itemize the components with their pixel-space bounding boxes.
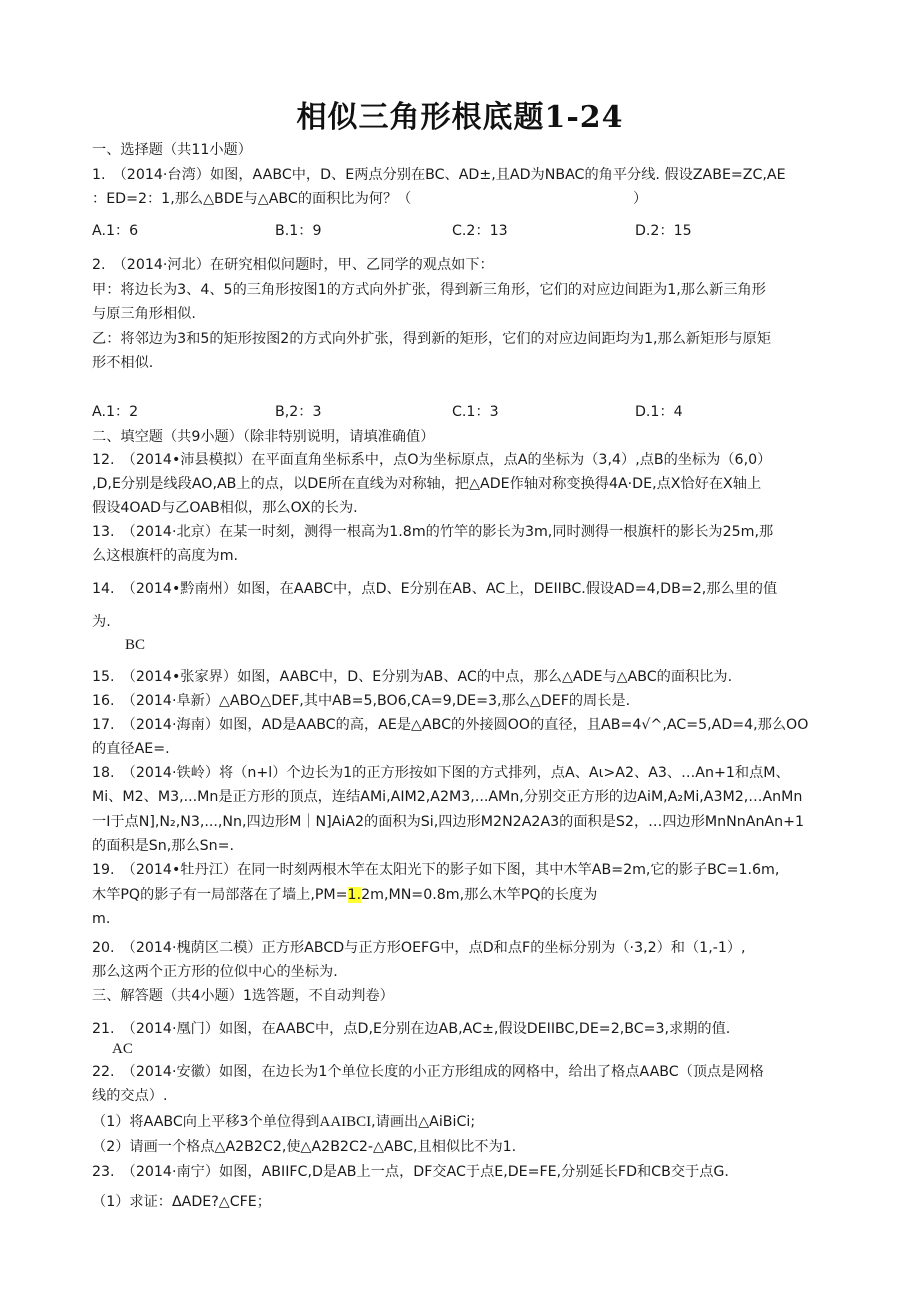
question-22-line-3: [92, 1113, 475, 1131]
question-21-fraction-denominator: AC: [112, 1041, 133, 1057]
question-18-line-2: Mi、M2、M3,...Mn是正方形的顶点，连结AMi,AIM2,A2M3,...AMn,分别交正方形的边AiM,A₂Mi,A3M2,…AnMn: [92, 789, 803, 805]
question-1-line-2: ：ED=2：1,那么△BDE与△ABC的面积比为何？（: [92, 191, 412, 207]
question-1-option-a: A.1：6: [92, 223, 139, 239]
question-22-line-1: 22. （2014·安徽）如图，在边长为1个单位长度的小正方形组成的网格中，给出了格点AABC（顶点是网格: [92, 1064, 764, 1080]
question-19-highlight: 1.: [347, 887, 362, 903]
question-14-line-2: 为.: [92, 614, 111, 630]
question-16: 16. （2014·阜新）△ABO△DEF,其中AB=5,BO6,CA=9,DE=3,那么△DEF的周长是.: [92, 693, 631, 709]
question-2-line-2: 甲：将边长为3、4、5的三角形按图1的方式向外扩张，得到新三角形，它们的对应边间距为1,那么新三角形: [92, 282, 766, 298]
question-22-line-2: 线的交点）.: [92, 1088, 168, 1104]
question-19-line-1: 19. （2014•牡丹江）在同一时刻两根木竿在太阳光下的影子如下图，其中木竿AB=2m,它的影子BC=1.6m,: [92, 862, 780, 878]
question-2-option-a: A.1：2: [92, 404, 139, 420]
question-1-option-c: C.2：13: [452, 223, 508, 239]
question-23-line-1: 23. （2014·南宁）如图，ABIIFC,D是AB上一点，DF交AC于点E,DE=FE,分别延长FD和CB交于点G.: [92, 1164, 729, 1180]
question-12-line-1: 12. （2014•沛县模拟）在平面直角坐标系中，点O为坐标原点，点A的坐标为（3,4）,点B的坐标为（6,0）: [92, 452, 772, 468]
question-18-line-4: 的面积是Sn,那么Sn=.: [92, 838, 235, 854]
question-14-fraction-denominator: BC: [125, 637, 146, 653]
question-22-line-3-start: （1）将AABC向上平移3个单位得到: [92, 1114, 320, 1130]
question-22-translated-triangle: AAIBCI: [319, 1114, 372, 1130]
question-18-line-1: 18. （2014·铁岭）将（n+l）个边长为1的正方形按如下图的方式排列，点A、Aι>A2、A3、…An+1和点M、: [92, 765, 790, 781]
question-14-line-1: 14. （2014•黔南州）如图，在AABC中，点D、E分别在AB、AC上，DEIIBC.假设AD=4,DB=2,那么里的值: [92, 581, 778, 597]
question-2-line-5: 形不相似.: [92, 355, 154, 371]
section-heading-answer: 三、解答题（共4小题）1选答题，不自动判卷）: [92, 988, 394, 1004]
question-2-option-b: B,2：3: [275, 404, 322, 420]
section-heading-fill: 二、填空题（共9小题）（除非特别说明，请填准确值）: [92, 429, 435, 445]
question-13-line-2: 么这根旗杆的高度为m.: [92, 548, 239, 564]
question-20-line-2: 那么这两个正方形的位似中心的坐标为.: [92, 964, 338, 980]
question-20-line-1: 20. （2014·槐荫区二模）正方形ABCD与正方形OEFG中，点D和点F的坐标分别为（·3,2）和（1,-1）,: [92, 940, 746, 956]
question-2-line-3: 与原三角形相似.: [92, 306, 196, 322]
question-19-line-3: m.: [92, 911, 111, 927]
question-1-line-1: 1. （2014·台湾）如图，AABC中，D、E两点分别在BC、AD±,且AD为NBAC的角平分线. 假设ZABE=ZC,AE: [92, 167, 786, 183]
question-13-line-1: 13. （2014·北京）在某一时刻，测得一根高为1.8m的竹竿的影长为3m,同时测得一根旗杆的影长为25m,那: [92, 524, 774, 540]
question-23-line-2: （1）求证：ΔADE?△CFE；: [92, 1194, 271, 1210]
question-2-option-c: C.1：3: [452, 404, 499, 420]
question-19-line-2: [92, 886, 597, 904]
question-1-option-d: D.2：15: [635, 223, 692, 239]
question-12-line-3: 假设4OAD与乙OAB相似，那么OX的长为.: [92, 500, 358, 516]
question-18-line-3: 一I于点N],N₂,N3,...,Nn,四边形M｜N]AiA2的面积为Si,四边形M2N2A2A3的面积是S2，…四边形MnNnAnAn+1: [92, 814, 805, 830]
question-17-line-2: 的直径AE=.: [92, 741, 170, 757]
section-heading-choice: 一、选择题（共11小题）: [92, 142, 252, 158]
question-21-line-1: 21. （2014·凰门）如图，在AABC中，点D,E分别在边AB,AC±,假设DEIIBC,DE=2,BC=3,求期的值.: [92, 1021, 731, 1037]
question-2-option-d: D.1：4: [635, 404, 683, 420]
question-2-line-4: 乙：将邻边为3和5的矩形按图2的方式向外扩张，得到新的矩形，它们的对应边间距均为1,那么新矩形与原矩: [92, 331, 772, 347]
page-title: 相似三角形根底题1-24: [296, 100, 624, 135]
question-1-option-b: B.1：9: [275, 223, 322, 239]
question-15: 15. （2014•张家界）如图，AABC中，D、E分别为AB、AC的中点，那么△ADE与△ABC的面积比为.: [92, 669, 733, 685]
question-17-line-1: 17. （2014·海南）如图，AD是AABC的高，AE是△ABC的外接圆OO的直径，且AB=4√^,AC=5,AD=4,那么OO: [92, 717, 809, 733]
question-22-line-3-end: ,请画出△AiBiCi;: [371, 1114, 476, 1130]
question-1-answer-paren: ）: [633, 191, 648, 207]
question-22-line-4: （2）请画一个格点△A2B2C2,使△A2B2C2-△ABC,且相似比不为1.: [92, 1139, 517, 1155]
question-19-line-2-start: 木竿PQ的影子有一局部落在了墙上,PM=: [92, 887, 348, 903]
question-2-line-1: 2. （2014·河北）在研究相似问题时，甲、乙同学的观点如下：: [92, 257, 494, 273]
question-19-line-2-end: 2m,MN=0.8m,那么木竿PQ的长度为: [361, 887, 598, 903]
question-12-line-2: ,D,E分别是线段AO,AB上的点，以DE所在直线为对称轴，把△ADE作轴对称变换得4A·DE,点X恰好在X轴上: [92, 476, 762, 492]
